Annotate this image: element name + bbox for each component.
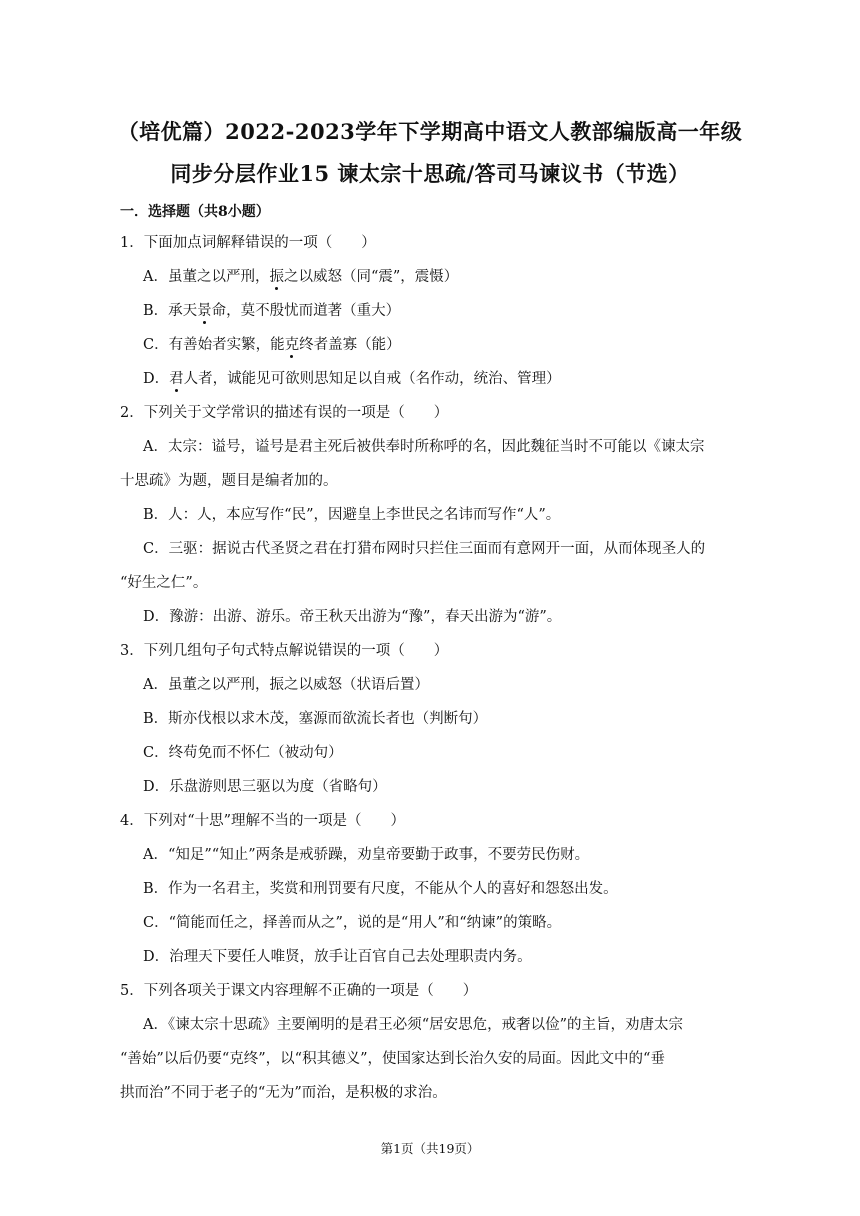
question-3-stem: 3．下列几组句子句式特点解说错误的一项（ ） bbox=[120, 643, 449, 659]
emphasis-dotted-word: 克 bbox=[284, 337, 300, 353]
question-1-stem: 1．下面加点词解释错误的一项（ ） bbox=[120, 235, 376, 251]
question-2-option-c-continued: “好生之仁”。 bbox=[120, 575, 208, 591]
question-4-option-a: A．“知足”“知止”两条是戒骄躁，劝皇帝要勤于政事，不要劳民伤财。 bbox=[143, 847, 590, 863]
emphasis-dotted-word: 振 bbox=[269, 269, 284, 285]
emphasis-dotted-word: 君 bbox=[169, 371, 184, 387]
question-3-option-a: A．虽董之以严刑，振之以威怒（状语后置） bbox=[143, 677, 429, 693]
question-4-option-d: D．治理天下要任人唯贤，放手让百官自己去处理职责内务。 bbox=[143, 949, 532, 965]
question-2-option-b: B．人：人，本应写作“民”，因避皇上李世民之名讳而写作“人”。 bbox=[143, 507, 561, 523]
question-2-option-a: A．太宗：谥号，谥号是君主死后被供奉时所称呼的名，因此魏征当时不可能以《谏太宗 bbox=[143, 439, 705, 455]
question-3-option-b: B．斯亦伐根以求木茂，塞源而欲流长者也（判断句） bbox=[143, 711, 488, 727]
page-footer: 第1页（共19页） bbox=[380, 1141, 480, 1156]
question-5-option-a-continued-2: 拱而治”不同于老子的“无为”而治，是积极的求治。 bbox=[120, 1085, 447, 1101]
option-text-pre: A．虽董之以严刑， bbox=[143, 269, 270, 285]
option-text-post: 人者，诚能见可欲则思知足以自戒（名作动，统治、管理） bbox=[183, 371, 561, 387]
question-1-option-d bbox=[143, 369, 561, 389]
question-5-stem: 5．下列各项关于课文内容理解不正确的一项是（ ） bbox=[120, 983, 478, 999]
question-5-option-a-continued: “善始”以后仍要“克终”，以“积其德义”，使国家达到长治久安的局面。因此文中的“垂 bbox=[120, 1051, 665, 1067]
question-4-option-b: B．作为一名君主，奖赏和刑罚要有尺度，不能从个人的喜好和怨怒出发。 bbox=[143, 881, 618, 897]
question-4-option-c: C．“简能而任之，择善而从之”，说的是“用人”和“纳谏”的策略。 bbox=[143, 915, 562, 931]
question-5-option-a: A．《谏太宗十思疏》主要阐明的是君王必须“居安思危，戒奢以俭”的主旨，劝唐太宗 bbox=[143, 1017, 684, 1033]
question-1-option-a bbox=[143, 267, 458, 287]
question-2-stem: 2．下列关于文学常识的描述有误的一项是（ ） bbox=[120, 405, 449, 421]
option-text-pre: D． bbox=[143, 371, 170, 387]
option-text-post: 之以威怒（同“震”，震慑） bbox=[283, 269, 459, 285]
section-heading: 一．选择题（共8小题） bbox=[120, 204, 270, 220]
document-title-line-1: （培优篇）2022-2023学年下学期高中语文人教部编版高一年级 bbox=[117, 119, 743, 144]
option-text-pre: C．有善始者实繁，能 bbox=[143, 337, 285, 353]
option-text-post: 命，莫不殷忧而道著（重大） bbox=[211, 303, 401, 319]
option-text-pre: B．承天 bbox=[143, 303, 198, 319]
question-1-option-b bbox=[143, 301, 400, 321]
question-2-option-a-continued: 十思疏》为题，题目是编者加的。 bbox=[120, 473, 338, 489]
question-2-option-c: C．三驱：据说古代圣贤之君在打猎布网时只拦住三面而有意网开一面，从而体现圣人的 bbox=[143, 541, 706, 557]
emphasis-dotted-word: 景 bbox=[197, 303, 212, 319]
question-3-option-d: D．乐盘游则思三驱以为度（省略句） bbox=[143, 779, 387, 795]
question-4-stem: 4．下列对“十思”理解不当的一项是（ ） bbox=[120, 813, 406, 829]
question-1-option-c bbox=[143, 335, 401, 355]
question-3-option-c: C．终苟免而不怀仁（被动句） bbox=[143, 745, 343, 761]
document-title-line-2: 同步分层作业15 谏太宗十思疏/答司马谏议书（节选） bbox=[170, 161, 690, 186]
option-text-post: 终者盖寡（能） bbox=[299, 337, 401, 353]
question-2-option-d: D．豫游：出游、游乐。帝王秋天出游为“豫”，春天出游为“游”。 bbox=[143, 609, 562, 625]
